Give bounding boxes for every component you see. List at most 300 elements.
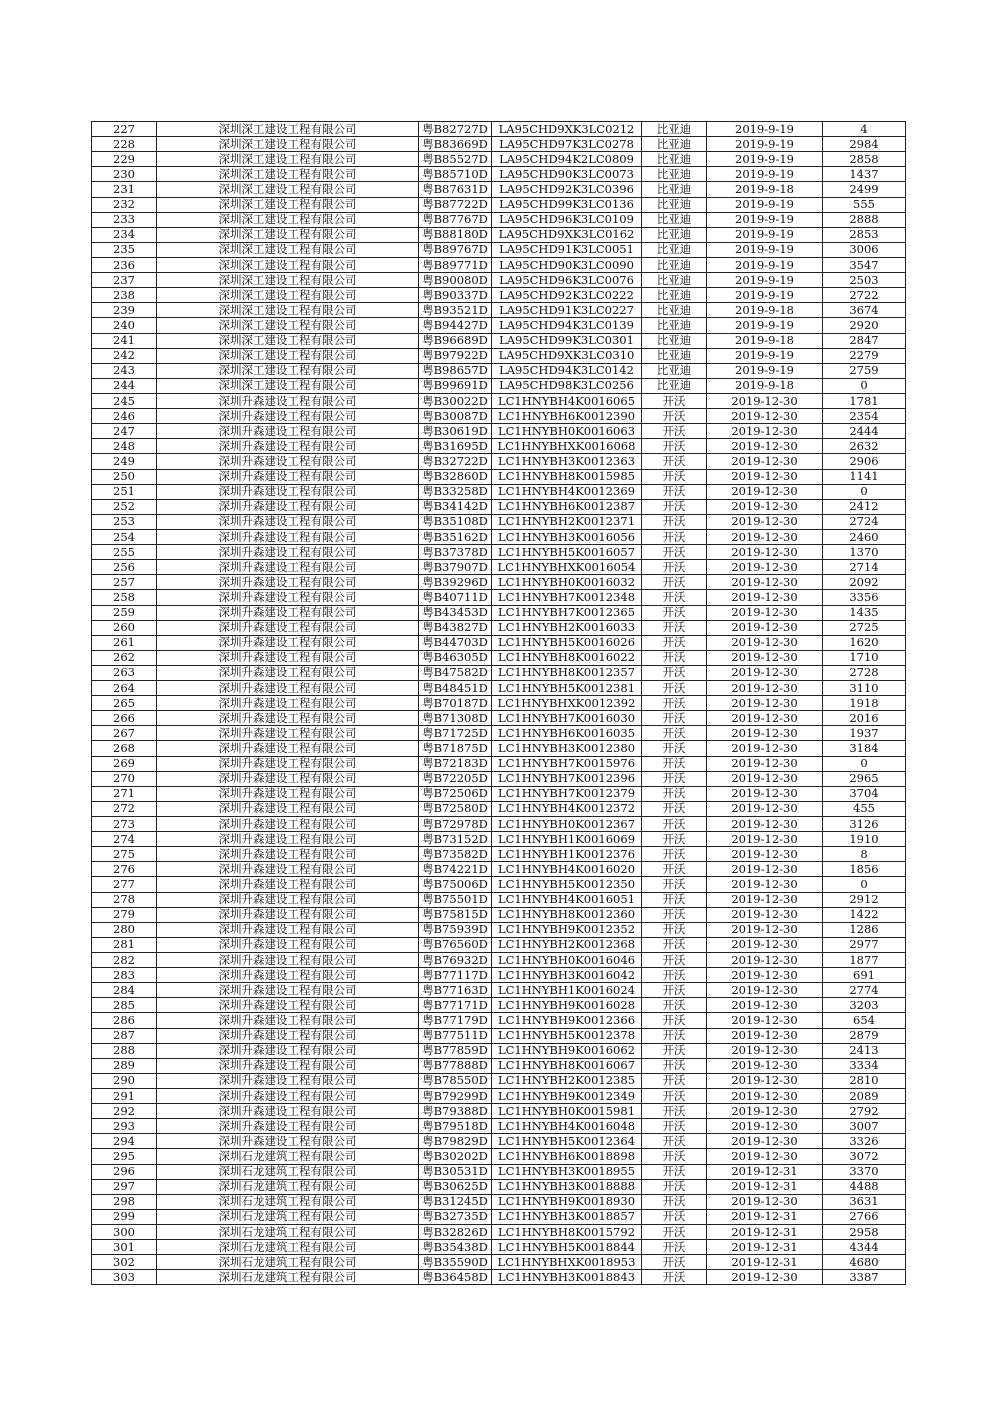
mileage-cell: 2853 [823, 227, 906, 242]
date-cell: 2019-12-30 [707, 1270, 823, 1285]
date-cell: 2019-9-18 [707, 182, 823, 197]
table-row [92, 348, 906, 363]
row-number-cell: 301 [92, 1240, 157, 1255]
row-number-cell: 250 [92, 469, 157, 484]
plate-number-cell: 粤B31695D [419, 439, 492, 454]
row-number-cell: 280 [92, 922, 157, 937]
brand-cell: 比亚迪 [642, 152, 707, 167]
row-number-cell: 281 [92, 937, 157, 952]
vin-code-cell: LC1HNYBH9K0012349 [492, 1089, 642, 1104]
brand-cell: 开沃 [642, 922, 707, 937]
date-cell: 2019-12-30 [707, 650, 823, 665]
vin-code-cell: LA95CHD91K3LC0051 [492, 242, 642, 257]
table-row [92, 590, 906, 605]
plate-number-cell: 粤B31245D [419, 1194, 492, 1209]
date-cell: 2019-12-30 [707, 696, 823, 711]
table-row [92, 212, 906, 227]
plate-number-cell: 粤B90337D [419, 288, 492, 303]
mileage-cell: 2632 [823, 439, 906, 454]
brand-cell: 开沃 [642, 953, 707, 968]
brand-cell: 开沃 [642, 681, 707, 696]
mileage-cell: 2906 [823, 454, 906, 469]
vin-code-cell: LC1HNYBH2K0012368 [492, 937, 642, 952]
date-cell: 2019-12-30 [707, 484, 823, 499]
vin-code-cell: LC1HNYBH7K0012379 [492, 786, 642, 801]
company-name-cell: 深圳升森建设工程有限公司 [157, 771, 419, 786]
mileage-cell: 2977 [823, 937, 906, 952]
plate-number-cell: 粤B79388D [419, 1104, 492, 1119]
brand-cell: 开沃 [642, 499, 707, 514]
date-cell: 2019-12-30 [707, 393, 823, 408]
table-row [92, 409, 906, 424]
plate-number-cell: 粤B30625D [419, 1179, 492, 1194]
brand-cell: 比亚迪 [642, 212, 707, 227]
row-number-cell: 234 [92, 227, 157, 242]
vin-code-cell: LC1HNYBH6K0012390 [492, 409, 642, 424]
brand-cell: 比亚迪 [642, 303, 707, 318]
row-number-cell: 246 [92, 409, 157, 424]
company-name-cell: 深圳升森建设工程有限公司 [157, 1134, 419, 1149]
brand-cell: 开沃 [642, 1134, 707, 1149]
table-row [92, 968, 906, 983]
row-number-cell: 294 [92, 1134, 157, 1149]
table-row [92, 786, 906, 801]
vin-code-cell: LC1HNYBH1K0012376 [492, 847, 642, 862]
company-name-cell: 深圳升森建设工程有限公司 [157, 847, 419, 862]
row-number-cell: 242 [92, 348, 157, 363]
vin-code-cell: LC1HNYBH5K0012378 [492, 1028, 642, 1043]
table-body [92, 122, 906, 1285]
brand-cell: 开沃 [642, 409, 707, 424]
vin-code-cell: LC1HNYBH6K0016035 [492, 726, 642, 741]
company-name-cell: 深圳深工建设工程有限公司 [157, 152, 419, 167]
company-name-cell: 深圳石龙建筑工程有限公司 [157, 1179, 419, 1194]
vin-code-cell: LA95CHD94K3LC0139 [492, 318, 642, 333]
row-number-cell: 290 [92, 1073, 157, 1088]
date-cell: 2019-12-30 [707, 1058, 823, 1073]
table-row [92, 227, 906, 242]
date-cell: 2019-12-30 [707, 907, 823, 922]
vin-code-cell: LC1HNYBH9K0018930 [492, 1194, 642, 1209]
company-name-cell: 深圳深工建设工程有限公司 [157, 273, 419, 288]
date-cell: 2019-12-30 [707, 1043, 823, 1058]
table-row [92, 1149, 906, 1164]
row-number-cell: 293 [92, 1119, 157, 1134]
date-cell: 2019-12-30 [707, 998, 823, 1013]
vin-code-cell: LA95CHD97K3LC0278 [492, 137, 642, 152]
vin-code-cell: LC1HNYBH0K0015981 [492, 1104, 642, 1119]
row-number-cell: 297 [92, 1179, 157, 1194]
table-row [92, 1224, 906, 1239]
brand-cell: 开沃 [642, 1179, 707, 1194]
row-number-cell: 275 [92, 847, 157, 862]
plate-number-cell: 粤B76560D [419, 937, 492, 952]
mileage-cell: 2984 [823, 137, 906, 152]
date-cell: 2019-12-30 [707, 862, 823, 877]
plate-number-cell: 粤B30022D [419, 393, 492, 408]
mileage-cell: 3334 [823, 1058, 906, 1073]
date-cell: 2019-12-30 [707, 1104, 823, 1119]
company-name-cell: 深圳石龙建筑工程有限公司 [157, 1240, 419, 1255]
row-number-cell: 285 [92, 998, 157, 1013]
row-number-cell: 231 [92, 182, 157, 197]
mileage-cell: 1141 [823, 469, 906, 484]
plate-number-cell: 粤B30087D [419, 409, 492, 424]
plate-number-cell: 粤B72978D [419, 817, 492, 832]
vin-code-cell: LC1HNYBH6K0018898 [492, 1149, 642, 1164]
vin-code-cell: LC1HNYBH8K0012357 [492, 665, 642, 680]
plate-number-cell: 粤B87767D [419, 212, 492, 227]
brand-cell: 比亚迪 [642, 167, 707, 182]
company-name-cell: 深圳升森建设工程有限公司 [157, 499, 419, 514]
vin-code-cell: LC1HNYBHXK0016068 [492, 439, 642, 454]
vin-code-cell: LC1HNYBH4K0016048 [492, 1119, 642, 1134]
date-cell: 2019-12-30 [707, 439, 823, 454]
row-number-cell: 296 [92, 1164, 157, 1179]
mileage-cell: 2774 [823, 983, 906, 998]
vin-code-cell: LC1HNYBH8K0015792 [492, 1224, 642, 1239]
mileage-cell: 1856 [823, 862, 906, 877]
plate-number-cell: 粤B30619D [419, 424, 492, 439]
row-number-cell: 232 [92, 197, 157, 212]
vin-code-cell: LC1HNYBHXK0018953 [492, 1255, 642, 1270]
row-number-cell: 254 [92, 529, 157, 544]
mileage-cell: 2503 [823, 273, 906, 288]
date-cell: 2019-9-19 [707, 167, 823, 182]
company-name-cell: 深圳升森建设工程有限公司 [157, 696, 419, 711]
company-name-cell: 深圳升森建设工程有限公司 [157, 1028, 419, 1043]
vin-code-cell: LC1HNYBH0K0012367 [492, 817, 642, 832]
date-cell: 2019-12-30 [707, 1119, 823, 1134]
date-cell: 2019-9-19 [707, 122, 823, 137]
table-row [92, 817, 906, 832]
vin-code-cell: LC1HNYBH8K0015985 [492, 469, 642, 484]
brand-cell: 开沃 [642, 529, 707, 544]
brand-cell: 比亚迪 [642, 197, 707, 212]
date-cell: 2019-12-30 [707, 756, 823, 771]
table-row [92, 363, 906, 378]
mileage-cell: 455 [823, 801, 906, 816]
brand-cell: 开沃 [642, 726, 707, 741]
plate-number-cell: 粤B30202D [419, 1149, 492, 1164]
table-row [92, 1073, 906, 1088]
company-name-cell: 深圳升森建设工程有限公司 [157, 741, 419, 756]
plate-number-cell: 粤B89771D [419, 257, 492, 272]
date-cell: 2019-12-30 [707, 801, 823, 816]
date-cell: 2019-9-19 [707, 257, 823, 272]
brand-cell: 开沃 [642, 892, 707, 907]
table-row [92, 242, 906, 257]
row-number-cell: 284 [92, 983, 157, 998]
date-cell: 2019-12-30 [707, 786, 823, 801]
mileage-cell: 1286 [823, 922, 906, 937]
mileage-cell: 2858 [823, 152, 906, 167]
mileage-cell: 3547 [823, 257, 906, 272]
brand-cell: 开沃 [642, 590, 707, 605]
row-number-cell: 247 [92, 424, 157, 439]
company-name-cell: 深圳深工建设工程有限公司 [157, 348, 419, 363]
row-number-cell: 237 [92, 273, 157, 288]
vin-code-cell: LC1HNYBH1K0016069 [492, 832, 642, 847]
company-name-cell: 深圳升森建设工程有限公司 [157, 575, 419, 590]
vin-code-cell: LC1HNYBH2K0012385 [492, 1073, 642, 1088]
brand-cell: 开沃 [642, 817, 707, 832]
brand-cell: 开沃 [642, 439, 707, 454]
plate-number-cell: 粤B32735D [419, 1209, 492, 1224]
brand-cell: 开沃 [642, 1073, 707, 1088]
table-row [92, 771, 906, 786]
mileage-cell: 1422 [823, 907, 906, 922]
vin-code-cell: LC1HNYBH3K0016042 [492, 968, 642, 983]
row-number-cell: 287 [92, 1028, 157, 1043]
row-number-cell: 268 [92, 741, 157, 756]
plate-number-cell: 粤B73152D [419, 832, 492, 847]
plate-number-cell: 粤B94427D [419, 318, 492, 333]
mileage-cell: 2444 [823, 424, 906, 439]
vin-code-cell: LC1HNYBH2K0016033 [492, 620, 642, 635]
brand-cell: 开沃 [642, 877, 707, 892]
table-row [92, 1089, 906, 1104]
row-number-cell: 289 [92, 1058, 157, 1073]
vin-code-cell: LC1HNYBH4K0012372 [492, 801, 642, 816]
brand-cell: 开沃 [642, 665, 707, 680]
table-row [92, 499, 906, 514]
date-cell: 2019-12-30 [707, 635, 823, 650]
brand-cell: 开沃 [642, 937, 707, 952]
mileage-cell: 1918 [823, 696, 906, 711]
plate-number-cell: 粤B39296D [419, 575, 492, 590]
vin-code-cell: LC1HNYBH4K0012369 [492, 484, 642, 499]
table-row [92, 1043, 906, 1058]
date-cell: 2019-12-30 [707, 1028, 823, 1043]
row-number-cell: 263 [92, 665, 157, 680]
brand-cell: 比亚迪 [642, 288, 707, 303]
plate-number-cell: 粤B83669D [419, 137, 492, 152]
brand-cell: 开沃 [642, 545, 707, 560]
table-row [92, 907, 906, 922]
date-cell: 2019-12-30 [707, 1089, 823, 1104]
brand-cell: 开沃 [642, 998, 707, 1013]
date-cell: 2019-12-31 [707, 1179, 823, 1194]
vin-code-cell: LC1HNYBH7K0016030 [492, 711, 642, 726]
vin-code-cell: LC1HNYBH5K0016026 [492, 635, 642, 650]
table-row [92, 257, 906, 272]
date-cell: 2019-12-30 [707, 937, 823, 952]
vin-code-cell: LA95CHD99K3LC0136 [492, 197, 642, 212]
table-row [92, 1240, 906, 1255]
table-row [92, 545, 906, 560]
company-name-cell: 深圳升森建设工程有限公司 [157, 1013, 419, 1028]
vin-code-cell: LA95CHD92K3LC0222 [492, 288, 642, 303]
row-number-cell: 253 [92, 514, 157, 529]
table-row [92, 514, 906, 529]
date-cell: 2019-12-30 [707, 983, 823, 998]
plate-number-cell: 粤B35590D [419, 1255, 492, 1270]
plate-number-cell: 粤B74221D [419, 862, 492, 877]
vin-code-cell: LC1HNYBH7K0015976 [492, 756, 642, 771]
brand-cell: 开沃 [642, 907, 707, 922]
brand-cell: 开沃 [642, 847, 707, 862]
date-cell: 2019-9-19 [707, 197, 823, 212]
date-cell: 2019-12-30 [707, 1149, 823, 1164]
table-row [92, 635, 906, 650]
row-number-cell: 251 [92, 484, 157, 499]
brand-cell: 比亚迪 [642, 182, 707, 197]
brand-cell: 开沃 [642, 1255, 707, 1270]
table-row [92, 560, 906, 575]
table-row [92, 1209, 906, 1224]
company-name-cell: 深圳深工建设工程有限公司 [157, 363, 419, 378]
plate-number-cell: 粤B77511D [419, 1028, 492, 1043]
row-number-cell: 255 [92, 545, 157, 560]
table-row [92, 681, 906, 696]
brand-cell: 开沃 [642, 650, 707, 665]
date-cell: 2019-9-19 [707, 242, 823, 257]
table-row [92, 529, 906, 544]
plate-number-cell: 粤B35108D [419, 514, 492, 529]
date-cell: 2019-12-30 [707, 771, 823, 786]
vin-code-cell: LA95CHD90K3LC0090 [492, 257, 642, 272]
vin-code-cell: LC1HNYBH3K0016056 [492, 529, 642, 544]
company-name-cell: 深圳升森建设工程有限公司 [157, 605, 419, 620]
plate-number-cell: 粤B87631D [419, 182, 492, 197]
company-name-cell: 深圳升森建设工程有限公司 [157, 756, 419, 771]
company-name-cell: 深圳升森建设工程有限公司 [157, 937, 419, 952]
brand-cell: 比亚迪 [642, 378, 707, 393]
table-row [92, 1028, 906, 1043]
date-cell: 2019-12-30 [707, 590, 823, 605]
mileage-cell: 3006 [823, 242, 906, 257]
vin-code-cell: LA95CHD92K3LC0396 [492, 182, 642, 197]
plate-number-cell: 粤B30531D [419, 1164, 492, 1179]
plate-number-cell: 粤B77117D [419, 968, 492, 983]
brand-cell: 开沃 [642, 1104, 707, 1119]
vin-code-cell: LC1HNYBH8K0016067 [492, 1058, 642, 1073]
company-name-cell: 深圳升森建设工程有限公司 [157, 1043, 419, 1058]
date-cell: 2019-12-30 [707, 847, 823, 862]
mileage-cell: 2016 [823, 711, 906, 726]
date-cell: 2019-12-30 [707, 892, 823, 907]
table-row [92, 333, 906, 348]
company-name-cell: 深圳升森建设工程有限公司 [157, 393, 419, 408]
company-name-cell: 深圳升森建设工程有限公司 [157, 545, 419, 560]
vin-code-cell: LA95CHD9XK3LC0212 [492, 122, 642, 137]
vin-code-cell: LC1HNYBH5K0018844 [492, 1240, 642, 1255]
table-row [92, 998, 906, 1013]
plate-number-cell: 粤B76932D [419, 953, 492, 968]
date-cell: 2019-12-30 [707, 681, 823, 696]
row-number-cell: 257 [92, 575, 157, 590]
row-number-cell: 243 [92, 363, 157, 378]
company-name-cell: 深圳升森建设工程有限公司 [157, 953, 419, 968]
plate-number-cell: 粤B88180D [419, 227, 492, 242]
row-number-cell: 240 [92, 318, 157, 333]
date-cell: 2019-9-19 [707, 273, 823, 288]
table-row [92, 741, 906, 756]
mileage-cell: 2920 [823, 318, 906, 333]
table-row [92, 137, 906, 152]
brand-cell: 比亚迪 [642, 227, 707, 242]
mileage-cell: 2766 [823, 1209, 906, 1224]
vin-code-cell: LC1HNYBH9K0012352 [492, 922, 642, 937]
date-cell: 2019-12-31 [707, 1209, 823, 1224]
brand-cell: 开沃 [642, 560, 707, 575]
date-cell: 2019-12-31 [707, 1224, 823, 1239]
vin-code-cell: LC1HNYBH7K0012365 [492, 605, 642, 620]
company-name-cell: 深圳深工建设工程有限公司 [157, 378, 419, 393]
brand-cell: 比亚迪 [642, 318, 707, 333]
vin-code-cell: LC1HNYBH1K0016024 [492, 983, 642, 998]
brand-cell: 比亚迪 [642, 363, 707, 378]
mileage-cell: 3704 [823, 786, 906, 801]
mileage-cell: 0 [823, 484, 906, 499]
plate-number-cell: 粤B33258D [419, 484, 492, 499]
brand-cell: 开沃 [642, 756, 707, 771]
plate-number-cell: 粤B85710D [419, 167, 492, 182]
date-cell: 2019-9-19 [707, 318, 823, 333]
mileage-cell: 1710 [823, 650, 906, 665]
vin-code-cell: LA95CHD98K3LC0256 [492, 378, 642, 393]
date-cell: 2019-12-31 [707, 1255, 823, 1270]
date-cell: 2019-12-30 [707, 545, 823, 560]
mileage-cell: 3110 [823, 681, 906, 696]
row-number-cell: 291 [92, 1089, 157, 1104]
vin-code-cell: LC1HNYBH5K0012381 [492, 681, 642, 696]
brand-cell: 开沃 [642, 424, 707, 439]
mileage-cell: 3326 [823, 1134, 906, 1149]
mileage-cell: 1937 [823, 726, 906, 741]
table-row [92, 378, 906, 393]
row-number-cell: 239 [92, 303, 157, 318]
plate-number-cell: 粤B90080D [419, 273, 492, 288]
vin-code-cell: LC1HNYBH4K0016020 [492, 862, 642, 877]
date-cell: 2019-12-30 [707, 514, 823, 529]
brand-cell: 比亚迪 [642, 257, 707, 272]
mileage-cell: 4344 [823, 1240, 906, 1255]
plate-number-cell: 粤B43827D [419, 620, 492, 635]
company-name-cell: 深圳深工建设工程有限公司 [157, 137, 419, 152]
mileage-cell: 2722 [823, 288, 906, 303]
date-cell: 2019-9-18 [707, 303, 823, 318]
company-name-cell: 深圳升森建设工程有限公司 [157, 469, 419, 484]
date-cell: 2019-12-30 [707, 1194, 823, 1209]
plate-number-cell: 粤B32722D [419, 454, 492, 469]
brand-cell: 开沃 [642, 1240, 707, 1255]
mileage-cell: 2965 [823, 771, 906, 786]
row-number-cell: 300 [92, 1224, 157, 1239]
vin-code-cell: LC1HNYBH7K0012396 [492, 771, 642, 786]
date-cell: 2019-12-30 [707, 409, 823, 424]
mileage-cell: 1435 [823, 605, 906, 620]
mileage-cell: 3631 [823, 1194, 906, 1209]
vin-code-cell: LC1HNYBH2K0012371 [492, 514, 642, 529]
row-number-cell: 271 [92, 786, 157, 801]
mileage-cell: 0 [823, 877, 906, 892]
table-row [92, 1104, 906, 1119]
vin-code-cell: LC1HNYBH9K0016062 [492, 1043, 642, 1058]
vin-code-cell: LC1HNYBH7K0012348 [492, 590, 642, 605]
row-number-cell: 229 [92, 152, 157, 167]
table-row [92, 983, 906, 998]
brand-cell: 开沃 [642, 1270, 707, 1285]
vin-code-cell: LA95CHD96K3LC0076 [492, 273, 642, 288]
brand-cell: 开沃 [642, 1194, 707, 1209]
brand-cell: 比亚迪 [642, 333, 707, 348]
brand-cell: 开沃 [642, 635, 707, 650]
brand-cell: 开沃 [642, 1209, 707, 1224]
table-row [92, 197, 906, 212]
brand-cell: 开沃 [642, 454, 707, 469]
